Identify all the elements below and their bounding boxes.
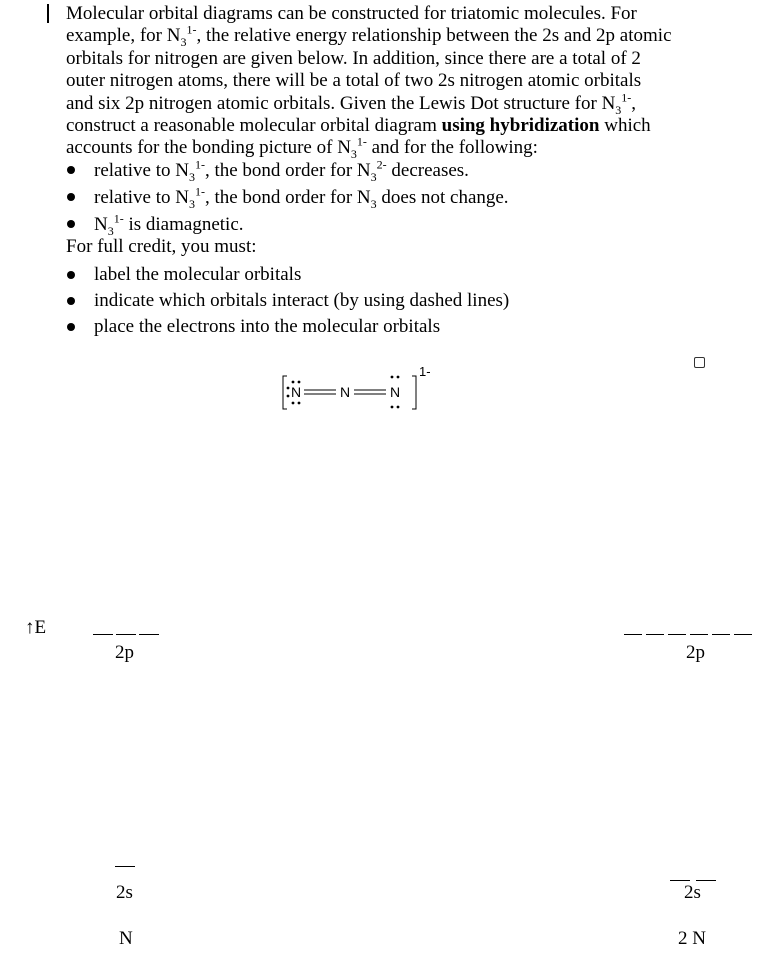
condition-text: , the bond order for N <box>204 160 371 181</box>
atom-right: N <box>390 384 401 400</box>
intro-line-5a: and six 2p nitrogen atomic orbitals. Given the Lewis Dot structure for N <box>66 92 616 114</box>
subscript: 3 <box>188 169 195 184</box>
right-2p-orbital-5 <box>712 634 730 635</box>
intro-line-7b: and for the following: <box>366 137 538 159</box>
right-2p-orbital-6 <box>734 634 752 635</box>
intro-line-5b: , <box>631 92 637 114</box>
right-2s-label: 2s <box>684 882 701 903</box>
subscript: 3 <box>350 147 357 162</box>
atom-center: N <box>340 384 351 400</box>
left-2p-orbital-1 <box>93 634 113 635</box>
requirement-item: label the molecular orbitals <box>66 262 509 288</box>
credit-heading: For full credit, you must: <box>66 236 257 257</box>
subscript: 3 <box>615 102 622 117</box>
double-bond-right <box>354 390 386 394</box>
energy-axis-label <box>25 617 46 639</box>
text-cursor <box>47 4 49 23</box>
intro-line-7a: accounts for the bonding picture of N <box>66 137 351 159</box>
right-atom-label: 2 N <box>678 928 706 949</box>
right-2p-orbital-1 <box>624 634 642 635</box>
requirements-list <box>66 262 509 340</box>
intro-line-1: Molecular orbital diagrams can be constructed for triatomic molecules. For <box>66 3 637 24</box>
subscript: 3 <box>180 35 187 50</box>
subscript: 3 <box>370 169 377 184</box>
condition-text: decreases. <box>386 160 469 181</box>
left-2s-label: 2s <box>116 882 133 903</box>
right-2s-orbital-1 <box>670 880 690 881</box>
double-bond-left <box>304 390 336 394</box>
condition-text: does not change. <box>376 187 509 208</box>
condition-item <box>66 184 509 211</box>
atom-left: N <box>291 384 302 400</box>
left-bracket <box>283 376 287 409</box>
requirement-item: place the electrons into the molecular orbitals <box>66 314 509 340</box>
intro-line-3: orbitals for nitrogen are given below. In addition, since there are a total of 2 <box>66 47 641 69</box>
left-atom-label: N <box>119 928 133 949</box>
subscript: 3 <box>188 196 195 211</box>
condition-text: N <box>94 214 108 235</box>
right-2p-orbital-2 <box>646 634 664 635</box>
superscript: 2- <box>376 157 387 172</box>
requirement-item: indicate which orbitals interact (by using dashed lines) <box>66 288 509 314</box>
left-2p-orbital-3 <box>139 634 159 635</box>
subscript: 3 <box>107 223 114 238</box>
condition-item <box>66 211 509 238</box>
superscript: 1- <box>194 184 205 199</box>
intro-line-6a: construct a reasonable molecular orbital diagram <box>66 115 442 137</box>
resize-handle[interactable] <box>694 357 705 368</box>
right-2p-label: 2p <box>686 642 705 663</box>
superscript: 1- <box>113 211 124 226</box>
condition-text: , the bond order for N <box>204 187 371 208</box>
condition-text: is diamagnetic. <box>123 214 244 235</box>
superscript: 1- <box>356 135 367 150</box>
up-arrow-icon: ↑ <box>25 617 35 638</box>
ion-charge: 1- <box>419 364 431 379</box>
condition-text: relative to N <box>94 160 189 181</box>
intro-line-6b: which <box>599 115 651 137</box>
superscript: 1- <box>194 157 205 172</box>
right-2p-orbital-3 <box>668 634 686 635</box>
superscript: 1- <box>186 23 197 38</box>
energy-symbol: E <box>34 617 47 638</box>
condition-item <box>66 157 509 184</box>
intro-line-2a: example, for N <box>66 25 181 47</box>
right-bracket <box>412 376 416 409</box>
lewis-structure <box>278 362 431 422</box>
intro-line-4: outer nitrogen atoms, there will be a total of two 2s nitrogen atomic orbitals <box>66 70 642 92</box>
right-2s-orbital-2 <box>696 880 716 881</box>
left-2p-label: 2p <box>115 642 134 663</box>
intro-line-2b: , the relative energy relationship between the 2s and 2p atomic <box>196 25 672 47</box>
left-2s-orbital <box>115 866 135 867</box>
left-2p-orbital-2 <box>116 634 136 635</box>
superscript: 1- <box>621 90 632 105</box>
bold-hybridization: using hybridization <box>441 115 600 137</box>
subscript: 3 <box>370 196 377 211</box>
right-2p-orbital-4 <box>690 634 708 635</box>
question-paragraph <box>66 3 756 160</box>
condition-text: relative to N <box>94 187 189 208</box>
conditions-list <box>66 157 509 238</box>
